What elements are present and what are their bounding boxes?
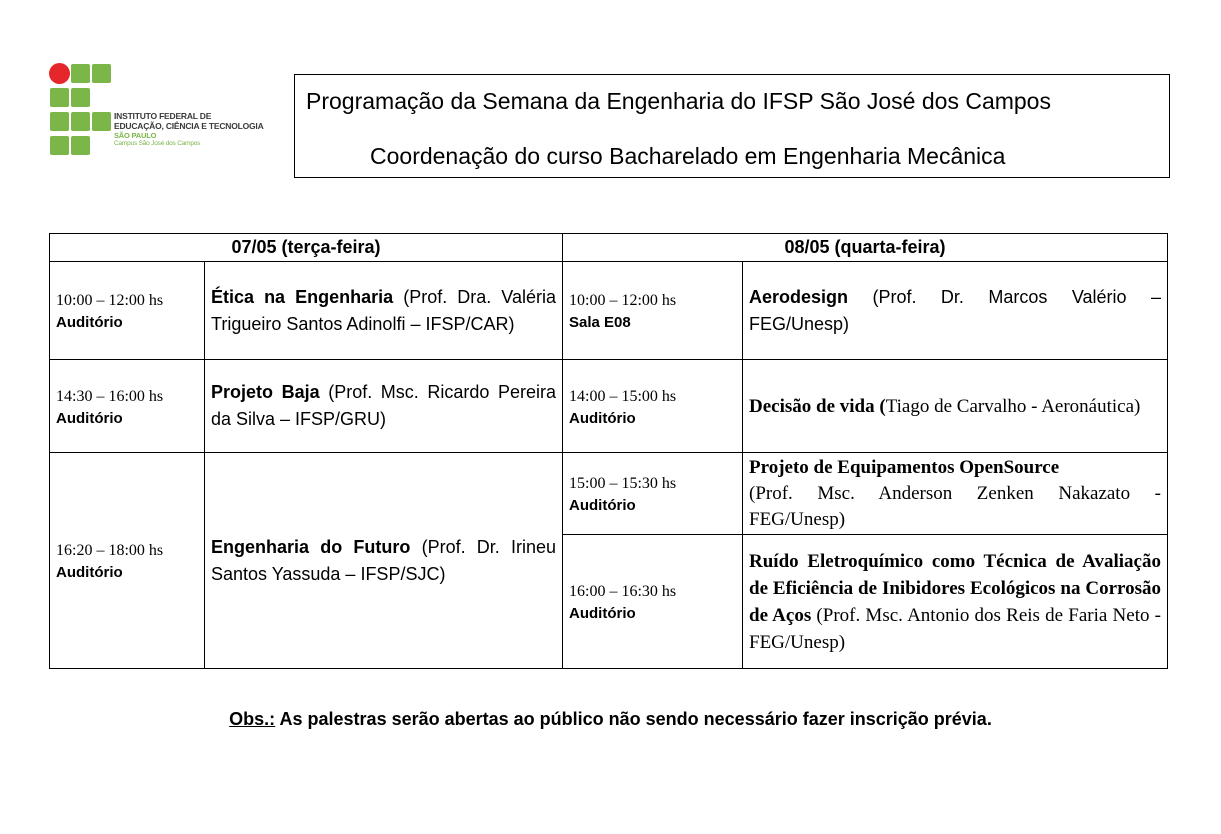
talk-cell: Engenharia do Futuro (Prof. Dr. Irineu Santos Yassuda – IFSP/SJC)	[205, 453, 563, 669]
talk-cell: Decisão de vida (Tiago de Carvalho - Aeronáutica)	[743, 360, 1168, 453]
time-cell: 16:00 – 16:30 hs Auditório	[563, 535, 743, 669]
time-cell: 14:30 – 16:00 hs Auditório	[50, 360, 205, 453]
talk-cell: Projeto de Equipamentos OpenSource (Prof. Msc. Anderson Zenken Nakazato - FEG/Unesp)	[743, 453, 1168, 535]
time-cell: 10:00 – 12:00 hs Sala E08	[563, 262, 743, 360]
talk-cell: Aerodesign (Prof. Dr. Marcos Valério – FEG/Unesp)	[743, 262, 1168, 360]
talk-cell: Ruído Eletroquímico como Técnica de Avaliação de Eficiência de Inibidores Ecológicos na Corrosão de Aços (Prof. Msc. Antonio dos Reis de Faria Neto - FEG/Unesp)	[743, 535, 1168, 669]
institution-logo	[30, 44, 282, 178]
day-header-2: 08/05 (quarta-feira)	[563, 234, 1168, 262]
time-cell: 14:00 – 15:00 hs Auditório	[563, 360, 743, 453]
logo-red-dot	[49, 63, 70, 84]
observation-note: Obs.: As palestras serão abertas ao público não sendo necessário fazer inscrição prévia.	[229, 709, 992, 729]
schedule-table	[49, 233, 1168, 669]
time-cell: 15:00 – 15:30 hs Auditório	[563, 453, 743, 535]
day-header-1: 07/05 (terça-feira)	[50, 234, 563, 262]
time-cell: 16:20 – 18:00 hs Auditório	[50, 453, 205, 669]
page-title: Programação da Semana da Engenharia do IFSP São José dos Campos	[306, 88, 1051, 114]
talk-cell: Ética na Engenharia (Prof. Dra. Valéria Trigueiro Santos Adinolfi – IFSP/CAR)	[205, 262, 563, 360]
talk-cell: Projeto Baja (Prof. Msc. Ricardo Pereira da Silva – IFSP/GRU)	[205, 360, 563, 453]
header-box	[294, 74, 1170, 178]
page-subtitle: Coordenação do curso Bacharelado em Engenharia Mecânica	[370, 143, 1006, 169]
logo-grid-icon	[50, 64, 118, 158]
time-cell: 10:00 – 12:00 hs Auditório	[50, 262, 205, 360]
logo-text: INSTITUTO FEDERAL DE EDUCAÇÃO, CIÊNCIA E TECNOLOGIA SÃO PAULO Campus São José dos Campos	[114, 111, 264, 147]
